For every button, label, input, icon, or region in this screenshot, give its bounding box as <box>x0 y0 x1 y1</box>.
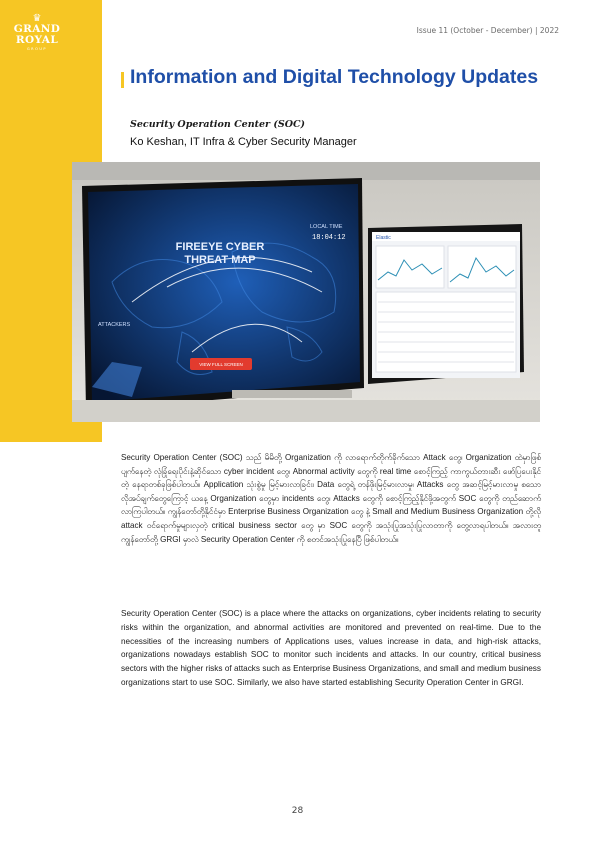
local-time-label: LOCAL TIME <box>310 224 343 230</box>
title-accent-bar <box>121 72 124 88</box>
page-number: 28 <box>291 806 304 816</box>
logo-line-2: ROYAL <box>15 34 59 46</box>
article-subtitle: Security Operation Center (SOC) <box>130 119 306 130</box>
view-full-screen-button: VIEW FULL SCREEN <box>199 362 243 367</box>
dashboard-brand: Elastic <box>376 235 391 241</box>
map-title-line-2: THREAT MAP <box>184 254 256 266</box>
soc-photo <box>72 162 540 422</box>
article-title: Information and Digital Technology Updates <box>130 66 539 88</box>
logo-line-3: GROUP <box>26 47 48 51</box>
grand-royal-logo <box>12 14 62 52</box>
body-paragraph-english: Security Operation Center (SOC) is a place where the attacks on organizations, cyber incidents relating to security risks within the organization, and abnormal activities are monitored and prevented on real-time. Due to the necessities of the increasing numbers of Applications uses, values increase in data, and high-risk attacks, organizations nowadays establish SOC to monitor such incidents and attacks. In our country, critical business sectors with the higher risks of attacks such as Enterprise Business Organizations, and small and medium business organizations start to use SOC. Similarly, we also have started establishing Security Operation Center in GRGI. <box>121 609 541 687</box>
crown-icon: ♛ <box>32 13 42 24</box>
local-time-value: 18:04:12 <box>312 234 346 242</box>
body-paragraph-myanmar: Security Operation Center (SOC) သည် မိမိတို့ Organization ကို လာရောက်တိုက်ခိုက်သော Attack တွေ၊ Organization ထဲမှာဖြစ်ပျက်နေတဲ့ လုံခြုံရေးပိုင်းနဲ့ဆိုင်သော cyber incident တွေ၊ Abnormal activity တွေကို real time စောင့်ကြည့် ကာကွယ်တားဆီး ဖော်ပြပေးနိုင်တဲ့ နေရာတစ်ခုဖြစ်ပါတယ်။ Application သုံးစွဲမှု မြင့်မားလာခြင်း၊ Data တွေရဲ့ တန်ဖိုးမြင့်မားလာမှု၊ Attacks တွေ အဆင့်မြင့်မားလာမှု စသောလိုအပ်ချက်တွေကြောင့် ယနေ့ Organization တွေမှာ incidents တွေ၊ Attacks တွေကို စောင့်ကြည့်နိုင်ဖို့အတွက် SOC တွေကို တည်ဆောက်လာကြပါတယ်။ ကျွန်တော်တို့နိုင်ငံမှာ Enterprise Business Organization တွေ နဲ့ Small and Medium Business Organization တို့လို attack ဝင်ရောက်မှုများလှတဲ့ critical business sector တွေ မှာ SOC တွေကို အသုံးပြုအသုံးပြုလာတာကို တွေ့လာရပါတယ်။ အလားတူ ကျွန်တော်တို့ GRGI မှာလဲ Security Operation Center ကို စတင်အသုံးပြုနေပြီ ဖြစ်ပါတယ်။ <box>121 453 541 544</box>
issue-label: Issue 11 (October - December) | 2022 <box>416 26 559 35</box>
article-author: Ko Keshan, IT Infra & Cyber Security Manager <box>130 136 357 148</box>
logo-line-1: GRAND <box>13 23 61 35</box>
attackers-label: ATTACKERS <box>98 322 131 328</box>
map-title-line-1: FIREEYE CYBER <box>175 241 265 253</box>
